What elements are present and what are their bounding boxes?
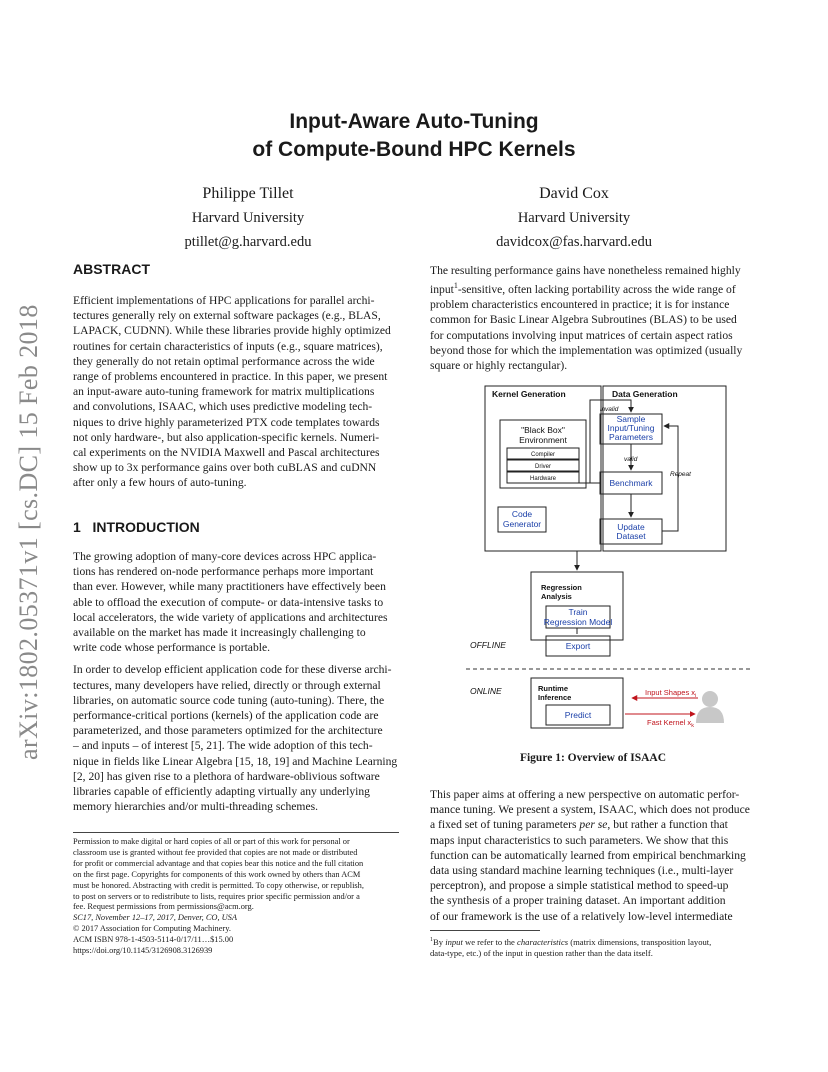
regression-label-2: Analysis	[541, 592, 572, 601]
text-line: [2, 20] has given rise to a plethora of hardware-oblivious software	[73, 769, 380, 783]
text-line: to post on servers or to redistribute to lists, requires prior specific permission and/or a	[73, 891, 360, 901]
invalid-label: invalid	[600, 406, 619, 413]
text-line: and convolutions, ISAAC, which uses predictive modeling tech-	[73, 400, 373, 414]
section-title: INTRODUCTION	[92, 519, 200, 535]
text-line: problem characteristics encountered in practice; it is for instance	[430, 298, 730, 312]
fast-kernel-text: Fast Kernel x	[647, 718, 692, 727]
sample-label-3: Parameters	[609, 432, 653, 442]
abstract-text	[73, 293, 399, 491]
author-email[interactable]: ptillet@g.harvard.edu	[184, 234, 312, 250]
benchmark-label: Benchmark	[609, 478, 653, 488]
text-line: able to offload the execution of compute- or data-intensive tasks to	[73, 595, 384, 609]
runtime-label-1: Runtime	[538, 684, 568, 693]
text-line: Efficient implementations of HPC applications for parallel archi-	[73, 294, 375, 307]
text-line: than ever. However, while many practitioners have effectively been	[73, 580, 386, 594]
text-line: performance-critical portions (kernels) of the application code are	[73, 709, 379, 723]
title-line-2: of Compute-Bound HPC Kernels	[252, 138, 576, 161]
text-line: the synthesis of a proper training dataset. An important addition	[430, 894, 726, 908]
hardware-label: Hardware	[529, 476, 557, 482]
runtime-label-2: Inference	[538, 693, 572, 702]
predict-label: Predict	[564, 710, 592, 720]
code-generator-label-1: Code	[511, 509, 533, 519]
text-fragment: a fixed set of tuning parameters	[430, 818, 580, 832]
compiler-label: Compiler	[530, 452, 556, 458]
text-line	[430, 278, 756, 297]
author-name: Philippe Tillet	[202, 185, 294, 202]
text-line: common for Basic Linear Algebra Subroutines (BLAS) to be used	[430, 313, 737, 327]
kernel-generation-label: Kernel Generation	[492, 389, 566, 399]
sample-label-1: Sample	[616, 414, 646, 424]
export-label: Export	[565, 641, 591, 651]
footnote	[430, 935, 760, 959]
author-affiliation: Harvard University	[517, 210, 631, 226]
text-line: niques to drive highly parameterized PTX code templates towards	[73, 415, 380, 429]
text-fragment: By	[433, 936, 446, 947]
text-line: range of problems encountered in practice. In this paper, we present	[73, 370, 388, 384]
author-block-1	[118, 182, 378, 254]
conference-info: SC17, November 12–17, 2017, Denver, CO, USA	[73, 913, 237, 923]
text-fragment: input	[430, 283, 454, 297]
doi-link[interactable]: https://doi.org/10.1145/3126908.3126939	[73, 946, 213, 956]
text-line: LAPACK, CUDNN). While these libraries provide highly optimized	[73, 324, 391, 338]
text-line: available on the market has made it increasingly challenging to	[73, 626, 366, 640]
text-fragment: (matrix dimensions, transposition layout,	[568, 936, 712, 947]
text-line: local accelerators, the wide variety of applications and architectures	[73, 610, 388, 624]
text-line: tectures, many developers have relied, directly or through external	[73, 678, 381, 692]
permission-block	[73, 837, 403, 957]
text-fragment: -sensitive, often lacking portability across the wide range of	[457, 283, 736, 297]
text-line: of our framework is the use of a relatively low-level intermediate	[430, 909, 733, 923]
author-block-2	[444, 182, 704, 254]
text-line: The growing adoption of many-core devices across HPC applica-	[73, 550, 377, 563]
text-line: write code whose performance is portable.	[73, 641, 271, 655]
text-line: beyond those for which the implementation was optimized (usually	[430, 343, 743, 357]
author-email[interactable]: davidcox@fas.harvard.edu	[496, 234, 652, 250]
text-emphasis: input	[445, 936, 463, 947]
text-emphasis: per se	[579, 818, 608, 832]
black-box-label-2: Environment	[519, 435, 567, 445]
text-line: classroom use is granted without fee provided that copies are not made or distributed	[73, 847, 358, 857]
text-line: must be honored. Abstracting with credit is permitted. To copy otherwise, or republish,	[73, 880, 364, 890]
update-label-2: Dataset	[616, 531, 646, 541]
intro-heading	[73, 519, 200, 535]
right-intro-text	[430, 263, 756, 373]
user-icon	[696, 691, 724, 723]
figure-diagram	[440, 380, 760, 746]
author-name: David Cox	[539, 185, 609, 202]
input-shapes-label	[645, 688, 696, 699]
text-line: data using standard machine learning techniques (i.e., multi-layer	[430, 864, 734, 878]
text-emphasis: characteristics	[517, 936, 569, 947]
code-generator-label-2: Generator	[502, 519, 542, 529]
figure-isaac-overview	[440, 380, 760, 746]
driver-label: Driver	[535, 464, 551, 470]
text-line: maps input characteristics to such parameters. We show that this	[430, 833, 729, 847]
text-line: nique in fields like Linear Algebra [15, 18, 19] and Machine Learning	[73, 754, 398, 768]
text-line: fee. Request permissions from permissions@acm.org.	[73, 902, 254, 912]
text-line: function can be automatically learned from empirical benchmarking	[430, 848, 746, 862]
input-shapes-text: Input Shapes x	[645, 688, 696, 697]
footnote-divider	[430, 930, 540, 931]
isbn: ACM ISBN 978-1-4503-5114-0/17/11…$15.00	[73, 935, 234, 945]
fast-kernel-label	[647, 718, 694, 729]
text-line: tectures generally rely on external software packages (e.g., BLAS,	[73, 309, 381, 323]
intro-text	[73, 549, 399, 814]
paper-title	[0, 108, 828, 164]
figure-caption: Figure 1: Overview of ISAAC	[519, 752, 667, 764]
text-line: routines for certain characteristics of inputs (e.g., square matrices),	[73, 339, 383, 353]
text-line: show up to 3x performance gains over both cuBLAS and cuDNN	[73, 461, 377, 475]
text-line: libraries, on automatic source code tuning (auto-tuning). There, the	[73, 693, 385, 707]
input-shapes-subscript: i	[695, 693, 697, 699]
online-label: ONLINE	[470, 686, 502, 696]
update-label-1: Update	[617, 522, 645, 532]
text-line: they generally do not retain optimal performance across the wide	[73, 354, 375, 368]
fast-kernel-subscript: k	[691, 723, 694, 729]
right-body-text	[430, 787, 756, 924]
footnote-line-2: data-type, etc.) of the input in question rather than the data itself.	[430, 948, 653, 959]
text-line: Permission to make digital or hard copies of all or part of this work for personal or	[73, 837, 350, 846]
data-generation-label: Data Generation	[612, 389, 678, 399]
copyright: © 2017 Association for Computing Machinery.	[73, 924, 231, 934]
text-line: on the first page. Copyrights for components of this work owned by others than ACM	[73, 869, 361, 879]
text-line: tions has rendered on-node performance perhaps more important	[73, 565, 374, 579]
text-line: after only a few hours of auto-tuning.	[73, 476, 247, 490]
valid-label: valid	[624, 456, 638, 463]
text-line: parameterized, and those parameters optimized for the architecture	[73, 724, 383, 738]
text-line: for computations involving input matrices of certain aspect ratios	[430, 328, 733, 342]
text-line: cal experiments on the NVIDIA Maxwell and Pascal architectures	[73, 446, 380, 460]
offline-label: OFFLINE	[470, 640, 506, 650]
text-line: perceptron), and propose a simple statistical method to speed-up	[430, 879, 729, 893]
title-line-1: Input-Aware Auto-Tuning	[289, 110, 539, 133]
text-line: The resulting performance gains have nonetheless remained highly	[430, 264, 741, 277]
text-line: libraries capable of efficiently adapting virtually any underlying	[73, 785, 370, 799]
repeat-label: Repeat	[670, 471, 691, 478]
arrow-repeat-loop	[662, 426, 678, 531]
text-line: mance tuning. We present a system, ISAAC, which does not produce	[430, 803, 750, 817]
train-label-2: Regression Model	[543, 617, 613, 627]
train-label-1: Train	[568, 607, 588, 617]
footnote-ref[interactable]: 1	[453, 281, 458, 291]
text-line: In order to develop efficient application code for these diverse archi-	[73, 663, 392, 677]
text-line: square or highly rectangular).	[430, 359, 568, 373]
text-line	[430, 817, 756, 832]
text-fragment: , but rather a function that	[607, 818, 728, 832]
footnote-line-1	[430, 935, 760, 948]
text-line: memory hierarchies and/or multi-threading schemes.	[73, 800, 318, 814]
abstract-heading: ABSTRACT	[73, 261, 150, 277]
section-number: 1	[73, 519, 81, 535]
sample-label-2: Input/Tuning	[607, 423, 655, 433]
text-line: not only hardware-, but also application-specific kernels. Numeri-	[73, 430, 380, 444]
text-line: for profit or commercial advantage and that copies bear this notice and the full citation	[73, 858, 364, 868]
footnote-mark: 1	[430, 937, 433, 943]
permission-divider	[73, 832, 399, 833]
text-fragment: we refer to the	[462, 936, 518, 947]
regression-label-1: Regression	[541, 583, 582, 592]
text-line: – and inputs – of interest [5, 21]. The wide adoption of this tech-	[73, 739, 373, 753]
author-affiliation: Harvard University	[191, 210, 305, 226]
black-box-label-1: "Black Box"	[521, 425, 565, 435]
text-line: an input-aware auto-tuning framework for matrix multiplications	[73, 385, 375, 399]
arxiv-stamp: arXiv:1802.05371v1 [cs.DC] 15 Feb 2018	[14, 304, 43, 760]
text-line: This paper aims at offering a new perspective on automatic perfor-	[430, 788, 740, 801]
